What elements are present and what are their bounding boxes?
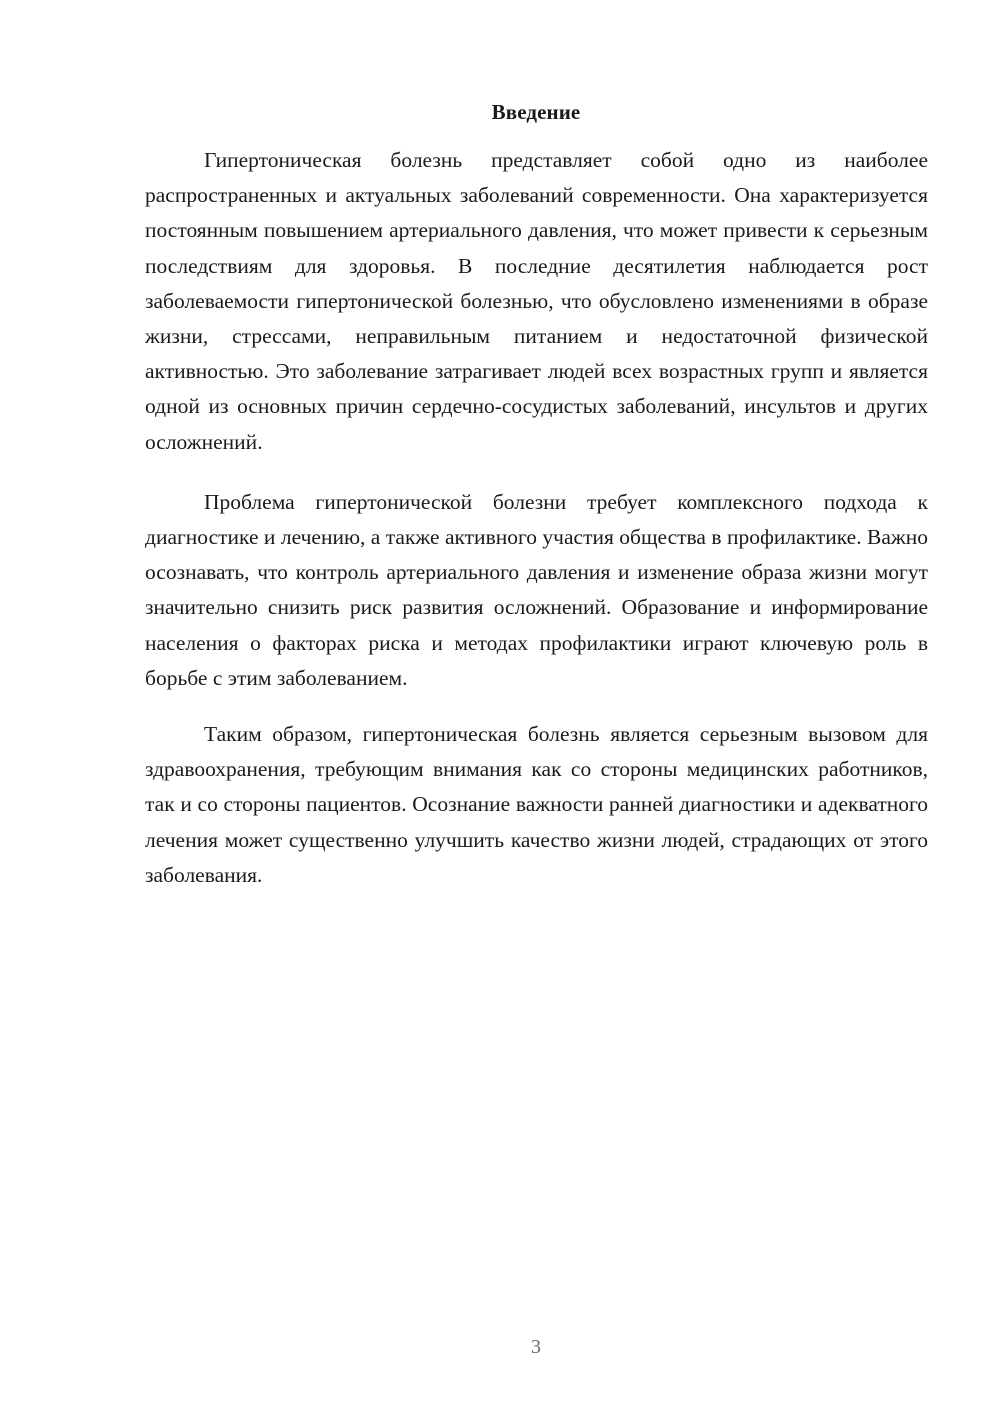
- body-text: [145, 143, 928, 918]
- section-heading: Введение: [491, 100, 581, 124]
- paragraph-3: Таким образом, гипертоническая болезнь является серьезным вызовом для здравоохранения, требующим внимания как со стороны медицинских работников, так и со стороны пациентов. Осознание важности ранней диагностики и адекватного лечения может существенно улучшить качество жизни людей, страдающих от этого заболевания.: [145, 722, 928, 887]
- paragraph-2: Проблема гипертонической болезни требует комплексного подхода к диагностике и лечению, а также активного участия общества в профилактике. Важно осознавать, что контроль артериального давления и изменение образа жизни могут значительно снизить риск развития осложнений. Образование и информирование населения о факторах риска и методах профилактики играют ключевую роль в борьбе с этим заболеванием.: [145, 489, 928, 690]
- page-number: 3: [531, 1336, 541, 1358]
- paragraph-1: Гипертоническая болезнь представляет собой одно из наиболее распространенных и актуальных заболеваний современности. Она характеризуется постоянным повышением артериального давления, что может привести к серьезным последствиям для здоровья. В последние десятилетия наблюдается рост заболеваемости гипертонической болезнью, что обусловлено изменениями в образе жизни, стрессами, неправильным питанием и недостаточной физической активностью. Это заболевание затрагивает людей всех возрастных групп и является одной из основных причин сердечно-сосудистых заболеваний, инсультов и других осложнений.: [145, 148, 928, 454]
